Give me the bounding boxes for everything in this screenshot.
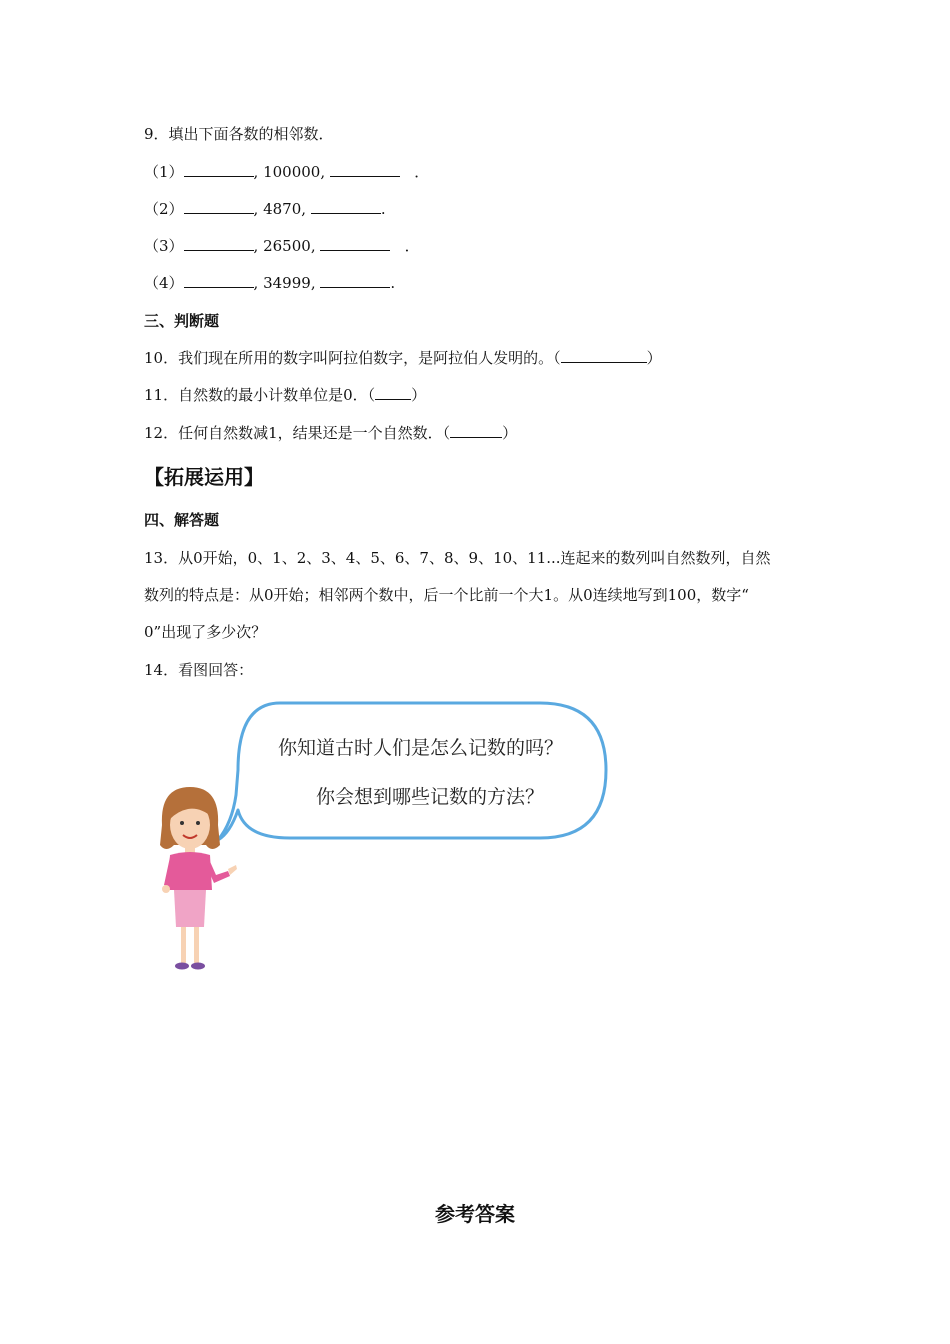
q9-item-number: 4870 <box>263 200 302 218</box>
answer-blank[interactable] <box>450 423 502 438</box>
q9-item-end: ． <box>414 163 430 181</box>
answer-blank[interactable] <box>320 273 390 288</box>
answer-blank[interactable] <box>320 236 390 251</box>
q12-close: ） <box>502 424 518 442</box>
q11-close: ） <box>411 386 427 404</box>
q9-item-label: （3） <box>144 237 184 255</box>
shoe <box>191 963 205 970</box>
answer-blank[interactable] <box>184 162 254 177</box>
q9-item-label: （4） <box>144 274 184 292</box>
q11-text: 11．自然数的最小计数单位是0．（ <box>144 386 376 404</box>
q9-item-label: （2） <box>144 200 184 218</box>
q13-line-3: 0”出现了多少次？ <box>144 623 267 641</box>
extension-heading: 【拓展运用】 <box>144 465 264 489</box>
q13-line-2: 数列的特点是：从0开始；相邻两个数中，后一个比前一个大1。从0连续地写到100，数字“ <box>144 586 749 604</box>
answers-title: 参考答案 <box>435 1202 515 1226</box>
eye <box>180 821 184 825</box>
jacket <box>168 852 212 890</box>
q10 <box>144 348 662 368</box>
teacher-illustration <box>150 695 620 980</box>
q13-line-1: 13．从0开始，0、1、2、3、4、5、6、7、8、9、10、11...连起来的数列叫自然数列，自然 <box>144 549 771 567</box>
q12-text: 12．任何自然数减1，结果还是一个自然数．（ <box>144 424 451 442</box>
q9-item-end: . <box>390 274 396 292</box>
q9-item-number: 100000 <box>263 163 321 181</box>
answer-blank[interactable] <box>375 385 411 400</box>
q10-close: ） <box>646 349 662 367</box>
leg <box>181 927 186 963</box>
q9-title: 9．填出下面各数的相邻数． <box>144 125 334 143</box>
bubble-line-2: 你会想到哪些记数的方法？ <box>316 786 545 808</box>
q9-item-1: （1） , 100000, ． <box>144 163 430 181</box>
shoe <box>175 963 189 970</box>
answer-blank[interactable] <box>561 348 647 363</box>
q9-item-3: （3） , 26500, ． <box>144 237 420 255</box>
skirt <box>174 890 206 927</box>
answer-blank[interactable] <box>330 162 400 177</box>
q9-item-number: 26500 <box>263 237 311 255</box>
left-hand <box>162 885 170 893</box>
right-hand <box>228 865 237 875</box>
q9-item-end: ． <box>404 237 420 255</box>
q9-item-2: （2） , 4870, . <box>144 200 386 218</box>
speech-bubble <box>218 703 606 840</box>
eye <box>196 821 200 825</box>
q10-text: 10．我们现在所用的数字叫阿拉伯数字，是阿拉伯人发明的。（ <box>144 349 561 367</box>
answer-blank[interactable] <box>311 199 381 214</box>
answer-blank[interactable] <box>184 236 254 251</box>
q9-item-number: 34999 <box>263 274 311 292</box>
q14-title: 14．看图回答： <box>144 661 254 679</box>
section-heading-answer: 四、解答题 <box>144 511 220 529</box>
answer-blank[interactable] <box>184 199 254 214</box>
answer-blank[interactable] <box>184 273 254 288</box>
q12 <box>144 423 517 443</box>
q9-item-label: （1） <box>144 163 184 181</box>
bubble-line-1: 你知道古时人们是怎么记数的吗？ <box>278 737 564 759</box>
leg <box>194 927 199 963</box>
section-heading-judgement: 三、判断题 <box>144 312 220 330</box>
q9-item-end: . <box>380 200 386 218</box>
q9-item-4: （4） , 34999, . <box>144 274 396 292</box>
q11 <box>144 385 426 405</box>
